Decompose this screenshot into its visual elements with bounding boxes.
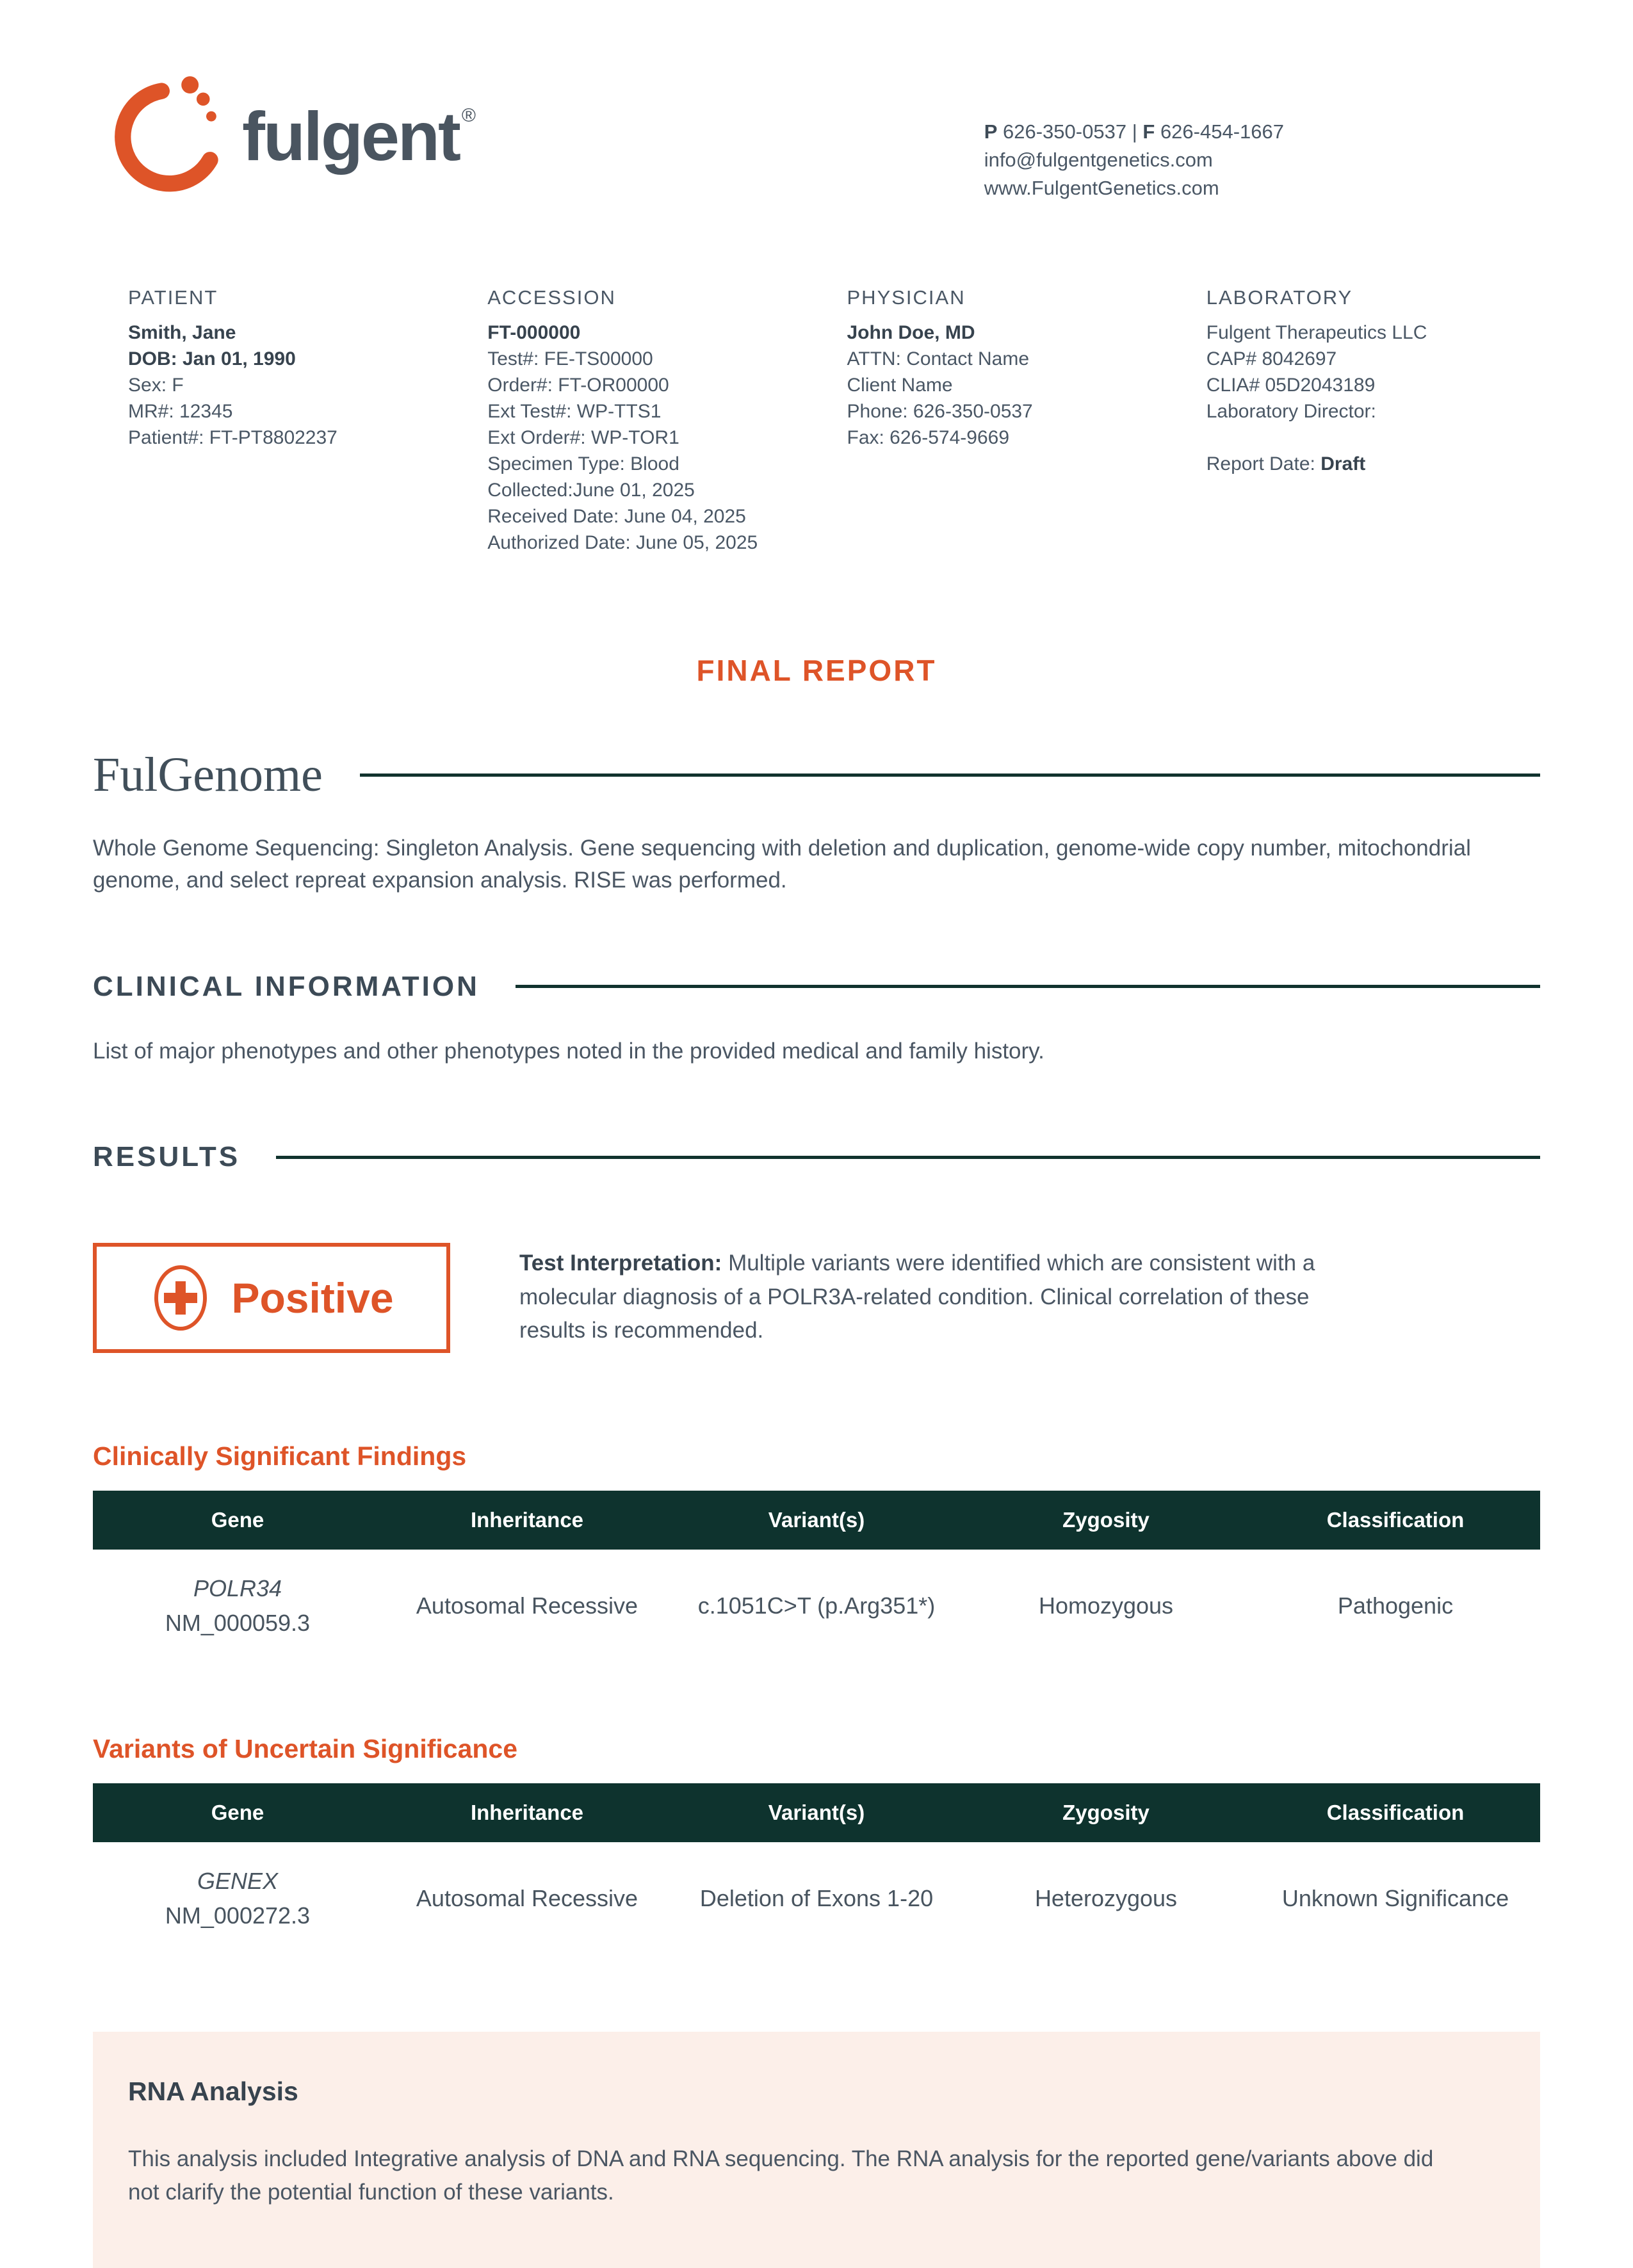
patient-title: PATIENT (128, 286, 218, 309)
contact-email: info@fulgentgenetics.com (984, 149, 1213, 172)
gene-symbol: GENEX (197, 1868, 279, 1895)
info-section (128, 284, 1540, 556)
authorized-date: Authorized Date: June 05, 2025 (487, 532, 758, 554)
gene-transcript: NM_000272.3 (165, 1902, 311, 1929)
accession-number: FT-000000 (487, 322, 581, 344)
col-gene: Gene (93, 1491, 382, 1550)
test-number: Test#: FE-TS00000 (487, 348, 653, 370)
test-description: Whole Genome Sequencing: Singleton Analysis. Gene sequencing with deletion and duplication, genome-wide copy number, mitochondrial genome, and select repreat expansion analysis. RISE was performed. (93, 836, 1471, 893)
patient-number: Patient#: FT-PT8802237 (128, 427, 337, 449)
horizontal-rule (360, 774, 1540, 777)
results-section (93, 1143, 1540, 1171)
gene-cell (93, 1842, 382, 1947)
col-variants: Variant(s) (672, 1491, 961, 1550)
inheritance-cell: Autosomal Recessive (416, 1592, 638, 1619)
col-inheritance: Inheritance (382, 1783, 672, 1842)
physician-name: John Doe, MD (847, 322, 975, 344)
findings-row (93, 1550, 1540, 1655)
separator: | (1132, 120, 1137, 143)
col-zygosity: Zygosity (961, 1783, 1251, 1842)
phone-label: P (984, 120, 998, 143)
results-summary-row (93, 1243, 1540, 1353)
physician-phone: Phone: 626-350-0537 (847, 401, 1033, 423)
variants-cell: Deletion of Exons 1-20 (699, 1885, 934, 1912)
rna-analysis-body: This analysis included Integrative analysis of DNA and RNA sequencing. The RNA analysis for the reported gene/variants above did not clarify the potential function of these variants. (128, 2146, 1434, 2205)
accession-title: ACCESSION (487, 286, 616, 309)
fax-number: 626-454-1667 (1160, 120, 1284, 143)
laboratory-title: LABORATORY (1206, 286, 1353, 309)
physician-title: PHYSICIAN (847, 286, 966, 309)
laboratory-director: Laboratory Director: (1206, 401, 1376, 423)
laboratory-block (1206, 284, 1540, 556)
col-gene: Gene (93, 1783, 382, 1842)
accession-block (487, 284, 821, 556)
report-date-label: Report Date: (1206, 453, 1315, 475)
horizontal-rule (516, 985, 1540, 988)
plus-circle-icon (149, 1263, 212, 1332)
vus-table (93, 1783, 1540, 1947)
patient-dob: DOB: Jan 01, 1990 (128, 348, 296, 370)
col-zygosity: Zygosity (961, 1491, 1251, 1550)
laboratory-name: Fulgent Therapeutics LLC (1206, 322, 1427, 344)
positive-status-label: Positive (231, 1274, 394, 1322)
zygosity-cell: Heterozygous (1034, 1885, 1178, 1912)
findings-header-row (93, 1491, 1540, 1550)
registered-trademark: ® (461, 105, 476, 126)
vus-table-title: Variants of Uncertain Significance (93, 1734, 518, 1764)
physician-fax: Fax: 626-574-9669 (847, 427, 1010, 449)
rna-analysis-callout (93, 2032, 1540, 2268)
report-date-line (1206, 451, 1540, 477)
findings-table-title: Clinically Significant Findings (93, 1441, 467, 1471)
classification-cell: Pathogenic (1337, 1592, 1454, 1619)
report-header (0, 0, 1633, 202)
vus-header-row (93, 1783, 1540, 1842)
final-report-banner: FINAL REPORT (696, 654, 937, 688)
test-interpretation (519, 1243, 1381, 1348)
gene-transcript: NM_000059.3 (165, 1610, 311, 1637)
col-inheritance: Inheritance (382, 1491, 672, 1550)
patient-sex: Sex: F (128, 375, 184, 396)
results-title: RESULTS (93, 1141, 241, 1173)
positive-result-box (93, 1243, 450, 1353)
gene-symbol: POLR34 (193, 1575, 282, 1602)
ext-test-number: Ext Test#: WP-TTS1 (487, 401, 662, 423)
variants-cell: c.1051C>T (p.Arg351*) (697, 1592, 936, 1619)
fulgent-logo (109, 72, 476, 193)
fulgent-logo-mark-icon (109, 72, 231, 193)
phone-number: 626-350-0537 (1003, 120, 1127, 143)
blank-line (1206, 425, 1540, 451)
wordmark-text: fulgent (242, 97, 459, 175)
patient-mr: MR#: 12345 (128, 401, 233, 423)
laboratory-clia: CLIA# 05D2043189 (1206, 375, 1376, 396)
received-date: Received Date: June 04, 2025 (487, 506, 746, 528)
classification-cell: Unknown Significance (1281, 1885, 1509, 1912)
col-classification: Classification (1251, 1783, 1540, 1842)
findings-table (93, 1491, 1540, 1655)
rna-analysis-title: RNA Analysis (128, 2077, 298, 2107)
test-name-section (93, 748, 1540, 802)
patient-name: Smith, Jane (128, 322, 236, 344)
col-classification: Classification (1251, 1491, 1540, 1550)
physician-client: Client Name (847, 375, 953, 396)
col-variants: Variant(s) (672, 1783, 961, 1842)
fax-label: F (1142, 120, 1155, 143)
test-name: FulGenome (93, 748, 323, 802)
patient-block (128, 284, 462, 556)
physician-block (847, 284, 1181, 556)
specimen-type: Specimen Type: Blood (487, 453, 679, 475)
clinical-information-title: CLINICAL INFORMATION (93, 970, 480, 1002)
inheritance-cell: Autosomal Recessive (416, 1885, 638, 1912)
fulgent-logo-wordmark (242, 97, 476, 175)
collected-date: Collected:June 01, 2025 (487, 480, 695, 501)
test-interpretation-text: Multiple variants were identified which are consistent with a molecular diagnosis of a POLR3A-related condition. Clinical correlation of these results is recommended. (519, 1251, 1315, 1343)
report-date-value: Draft (1320, 453, 1366, 475)
physician-attn: ATTN: Contact Name (847, 348, 1030, 370)
clinical-information-body: List of major phenotypes and other phenotypes noted in the provided medical and family history. (93, 1038, 1044, 1064)
phone-fax-line (984, 118, 1284, 146)
contact-block (984, 72, 1284, 202)
test-interpretation-label: Test Interpretation: (519, 1251, 722, 1276)
clinical-information-section (93, 970, 1540, 1002)
zygosity-cell: Homozygous (1038, 1592, 1174, 1619)
ext-order-number: Ext Order#: WP-TOR1 (487, 427, 679, 449)
gene-cell (93, 1550, 382, 1655)
vus-row (93, 1842, 1540, 1947)
contact-website: www.FulgentGenetics.com (984, 177, 1219, 200)
laboratory-cap: CAP# 8042697 (1206, 348, 1337, 370)
horizontal-rule (276, 1156, 1540, 1159)
order-number: Order#: FT-OR00000 (487, 375, 669, 396)
